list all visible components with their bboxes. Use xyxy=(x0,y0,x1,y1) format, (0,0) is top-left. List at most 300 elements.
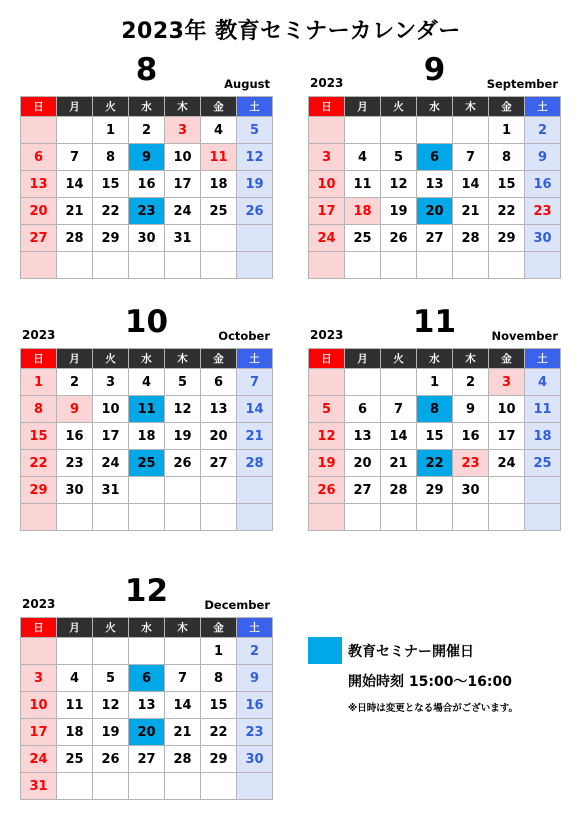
day-cell xyxy=(21,252,57,279)
day-cell: 8 xyxy=(489,144,525,171)
day-cell: 23 xyxy=(57,450,93,477)
day-cell xyxy=(345,252,381,279)
day-cell: 25 xyxy=(345,225,381,252)
day-cell xyxy=(417,117,453,144)
week-row xyxy=(309,198,561,225)
day-cell: 24 xyxy=(93,450,129,477)
day-cell: 26 xyxy=(381,225,417,252)
day-cell: 21 xyxy=(381,450,417,477)
day-cell xyxy=(165,504,201,531)
week-row xyxy=(309,117,561,144)
day-cell xyxy=(489,504,525,531)
calendar-november xyxy=(308,304,561,531)
day-cell: 9 xyxy=(525,144,561,171)
day-cell: 15 xyxy=(201,692,237,719)
day-cell: 22 xyxy=(489,198,525,225)
week-row xyxy=(21,396,273,423)
weekday-header: 日 xyxy=(21,349,57,369)
day-cell: 17 xyxy=(165,171,201,198)
day-cell: 28 xyxy=(453,225,489,252)
day-cell xyxy=(201,252,237,279)
week-row xyxy=(309,450,561,477)
day-cell: 29 xyxy=(417,477,453,504)
weekday-header: 金 xyxy=(201,618,237,638)
day-cell: 12 xyxy=(93,692,129,719)
day-cell: 3 xyxy=(93,369,129,396)
day-cell: 24 xyxy=(489,450,525,477)
calendar-header xyxy=(20,52,273,96)
calendar-year: 2023 xyxy=(22,328,56,342)
day-cell: 7 xyxy=(453,144,489,171)
day-cell xyxy=(129,638,165,665)
day-cell xyxy=(381,117,417,144)
day-cell xyxy=(237,225,273,252)
weekday-header: 月 xyxy=(57,349,93,369)
day-cell: 27 xyxy=(21,225,57,252)
day-cell: 25 xyxy=(525,450,561,477)
day-cell xyxy=(525,504,561,531)
day-cell: 16 xyxy=(525,171,561,198)
weekday-header: 火 xyxy=(93,97,129,117)
week-row xyxy=(21,171,273,198)
day-cell: 30 xyxy=(453,477,489,504)
day-cell: 7 xyxy=(381,396,417,423)
day-cell: 28 xyxy=(237,450,273,477)
day-cell: 31 xyxy=(21,773,57,800)
day-cell: 8 xyxy=(21,396,57,423)
week-row xyxy=(21,369,273,396)
day-cell xyxy=(165,477,201,504)
day-cell: 2 xyxy=(453,369,489,396)
week-row xyxy=(309,144,561,171)
day-cell: 7 xyxy=(57,144,93,171)
page-title: 2023年 教育セミナーカレンダー xyxy=(121,19,461,44)
weekday-header: 水 xyxy=(129,97,165,117)
calendar-month-number: 9 xyxy=(423,52,446,88)
day-cell: 17 xyxy=(309,198,345,225)
day-cell xyxy=(57,117,93,144)
day-cell: 29 xyxy=(93,225,129,252)
calendar-october xyxy=(20,304,273,531)
day-cell: 15 xyxy=(21,423,57,450)
weekday-header: 土 xyxy=(525,349,561,369)
day-cell xyxy=(129,477,165,504)
day-cell xyxy=(417,252,453,279)
day-cell: 13 xyxy=(201,396,237,423)
day-cell: 27 xyxy=(417,225,453,252)
day-cell: 7 xyxy=(237,369,273,396)
day-cell: 2 xyxy=(57,369,93,396)
day-cell: 15 xyxy=(489,171,525,198)
day-cell: 4 xyxy=(201,117,237,144)
weekday-header: 木 xyxy=(453,349,489,369)
day-cell: 1 xyxy=(489,117,525,144)
day-cell: 28 xyxy=(165,746,201,773)
day-cell: 18 xyxy=(201,171,237,198)
weekday-header: 水 xyxy=(417,97,453,117)
calendar-grid xyxy=(308,348,561,531)
day-cell: 23 xyxy=(237,719,273,746)
week-row xyxy=(309,225,561,252)
day-cell: 28 xyxy=(57,225,93,252)
seminar-color-swatch xyxy=(308,637,342,664)
day-cell: 15 xyxy=(93,171,129,198)
day-cell: 28 xyxy=(381,477,417,504)
day-cell xyxy=(129,773,165,800)
day-cell: 10 xyxy=(93,396,129,423)
day-cell: 5 xyxy=(237,117,273,144)
day-cell: 31 xyxy=(165,225,201,252)
day-cell: 4 xyxy=(57,665,93,692)
day-cell xyxy=(21,117,57,144)
day-cell xyxy=(165,773,201,800)
week-row xyxy=(309,477,561,504)
day-cell xyxy=(93,638,129,665)
weekday-header: 金 xyxy=(201,97,237,117)
weekday-header: 月 xyxy=(345,97,381,117)
calendar-month-name: November xyxy=(491,329,558,343)
day-cell: 12 xyxy=(237,144,273,171)
calendar-month-name: December xyxy=(204,598,270,612)
day-cell xyxy=(381,252,417,279)
weekday-header: 水 xyxy=(417,349,453,369)
week-row xyxy=(21,225,273,252)
day-cell: 21 xyxy=(57,198,93,225)
weekday-header: 土 xyxy=(237,618,273,638)
calendar-header xyxy=(20,304,273,348)
weekday-header: 土 xyxy=(525,97,561,117)
day-cell: 19 xyxy=(165,423,201,450)
day-cell: 1 xyxy=(93,117,129,144)
weekday-header: 火 xyxy=(381,97,417,117)
day-cell: 20 xyxy=(201,423,237,450)
week-row xyxy=(309,396,561,423)
day-cell: 22 xyxy=(93,198,129,225)
day-cell xyxy=(525,252,561,279)
week-row xyxy=(21,144,273,171)
weekday-header-row xyxy=(21,618,273,638)
day-cell: 11 xyxy=(201,144,237,171)
calendar-header xyxy=(20,573,273,617)
week-row xyxy=(21,450,273,477)
day-cell: 22 xyxy=(21,450,57,477)
weekday-header-row xyxy=(21,349,273,369)
day-cell xyxy=(57,504,93,531)
weekday-header: 火 xyxy=(381,349,417,369)
weekday-header: 木 xyxy=(165,349,201,369)
day-cell: 19 xyxy=(309,450,345,477)
day-cell xyxy=(345,117,381,144)
day-cell: 12 xyxy=(165,396,201,423)
week-row xyxy=(21,746,273,773)
day-cell xyxy=(525,477,561,504)
day-cell: 1 xyxy=(201,638,237,665)
week-row xyxy=(21,423,273,450)
day-cell: 12 xyxy=(309,423,345,450)
day-cell: 26 xyxy=(237,198,273,225)
weekday-header: 月 xyxy=(57,618,93,638)
day-cell: 5 xyxy=(381,144,417,171)
day-cell xyxy=(201,477,237,504)
day-cell: 20 xyxy=(129,719,165,746)
week-row xyxy=(309,252,561,279)
week-row xyxy=(21,198,273,225)
week-row xyxy=(309,423,561,450)
day-cell: 25 xyxy=(129,450,165,477)
day-cell: 23 xyxy=(525,198,561,225)
calendar-month-number: 11 xyxy=(412,304,457,340)
calendar-year: 2023 xyxy=(22,597,56,611)
day-cell: 3 xyxy=(21,665,57,692)
day-cell: 20 xyxy=(345,450,381,477)
weekday-header: 木 xyxy=(165,618,201,638)
week-row xyxy=(21,504,273,531)
calendar-month-name: August xyxy=(224,77,270,91)
day-cell: 18 xyxy=(525,423,561,450)
day-cell: 5 xyxy=(93,665,129,692)
day-cell: 18 xyxy=(129,423,165,450)
day-cell: 24 xyxy=(309,225,345,252)
day-cell xyxy=(237,773,273,800)
weekday-header: 日 xyxy=(309,349,345,369)
day-cell: 29 xyxy=(21,477,57,504)
calendar-august xyxy=(20,52,273,279)
day-cell: 10 xyxy=(489,396,525,423)
day-cell: 30 xyxy=(129,225,165,252)
day-cell xyxy=(201,225,237,252)
day-cell: 5 xyxy=(165,369,201,396)
day-cell xyxy=(93,773,129,800)
day-cell: 27 xyxy=(345,477,381,504)
day-cell: 4 xyxy=(525,369,561,396)
weekday-header: 土 xyxy=(237,97,273,117)
weekday-header: 木 xyxy=(165,97,201,117)
calendar-grid xyxy=(20,348,273,531)
day-cell: 5 xyxy=(309,396,345,423)
day-cell xyxy=(57,773,93,800)
day-cell xyxy=(453,504,489,531)
legend-note: ※日時は変更となる場合がございます。 xyxy=(348,703,518,714)
day-cell xyxy=(21,638,57,665)
day-cell: 3 xyxy=(309,144,345,171)
weekday-header-row xyxy=(309,349,561,369)
day-cell: 27 xyxy=(201,450,237,477)
day-cell xyxy=(345,369,381,396)
day-cell: 27 xyxy=(129,746,165,773)
day-cell xyxy=(237,504,273,531)
day-cell: 2 xyxy=(525,117,561,144)
day-cell: 16 xyxy=(57,423,93,450)
day-cell xyxy=(165,252,201,279)
calendar-december xyxy=(20,573,273,800)
weekday-header: 土 xyxy=(237,349,273,369)
day-cell: 11 xyxy=(525,396,561,423)
week-row xyxy=(309,369,561,396)
weekday-header: 金 xyxy=(489,97,525,117)
day-cell xyxy=(309,369,345,396)
calendar-grid xyxy=(20,617,273,800)
day-cell: 11 xyxy=(57,692,93,719)
day-cell: 16 xyxy=(453,423,489,450)
week-row xyxy=(21,117,273,144)
day-cell: 30 xyxy=(57,477,93,504)
day-cell: 14 xyxy=(453,171,489,198)
day-cell: 18 xyxy=(57,719,93,746)
day-cell: 26 xyxy=(165,450,201,477)
day-cell: 15 xyxy=(417,423,453,450)
day-cell: 13 xyxy=(417,171,453,198)
day-cell: 17 xyxy=(21,719,57,746)
week-row xyxy=(21,477,273,504)
day-cell xyxy=(381,369,417,396)
calendar-month-number: 10 xyxy=(124,304,169,340)
week-row xyxy=(309,171,561,198)
day-cell: 14 xyxy=(57,171,93,198)
day-cell: 19 xyxy=(237,171,273,198)
day-cell xyxy=(57,252,93,279)
day-cell: 25 xyxy=(57,746,93,773)
week-row xyxy=(21,719,273,746)
day-cell: 26 xyxy=(309,477,345,504)
day-cell: 6 xyxy=(417,144,453,171)
day-cell: 8 xyxy=(201,665,237,692)
weekday-header: 木 xyxy=(453,97,489,117)
day-cell: 7 xyxy=(165,665,201,692)
day-cell xyxy=(453,117,489,144)
day-cell: 30 xyxy=(237,746,273,773)
day-cell: 17 xyxy=(93,423,129,450)
day-cell: 21 xyxy=(237,423,273,450)
day-cell: 19 xyxy=(381,198,417,225)
calendar-month-number: 12 xyxy=(124,573,169,609)
day-cell: 1 xyxy=(21,369,57,396)
day-cell: 26 xyxy=(93,746,129,773)
day-cell: 9 xyxy=(57,396,93,423)
weekday-header: 日 xyxy=(21,618,57,638)
day-cell: 6 xyxy=(345,396,381,423)
calendar-month-name: September xyxy=(486,77,558,91)
day-cell: 18 xyxy=(345,198,381,225)
day-cell xyxy=(489,477,525,504)
day-cell: 31 xyxy=(93,477,129,504)
day-cell: 3 xyxy=(489,369,525,396)
day-cell xyxy=(201,773,237,800)
week-row xyxy=(21,773,273,800)
day-cell xyxy=(57,638,93,665)
day-cell: 21 xyxy=(453,198,489,225)
day-cell: 12 xyxy=(381,171,417,198)
calendar-grid xyxy=(308,96,561,279)
day-cell: 11 xyxy=(345,171,381,198)
day-cell: 6 xyxy=(21,144,57,171)
day-cell: 8 xyxy=(93,144,129,171)
weekday-header: 水 xyxy=(129,349,165,369)
day-cell xyxy=(237,252,273,279)
weekday-header: 月 xyxy=(345,349,381,369)
legend-seminar-label: 教育セミナー開催日 xyxy=(348,644,474,660)
day-cell xyxy=(237,477,273,504)
calendar-header xyxy=(308,304,561,348)
day-cell: 10 xyxy=(309,171,345,198)
day-cell xyxy=(417,504,453,531)
day-cell xyxy=(309,504,345,531)
weekday-header-row xyxy=(21,97,273,117)
day-cell: 21 xyxy=(165,719,201,746)
week-row xyxy=(309,504,561,531)
legend-start-time: 開始時刻 15:00～16:00 xyxy=(348,674,513,690)
day-cell: 1 xyxy=(417,369,453,396)
day-cell: 10 xyxy=(165,144,201,171)
calendar-year: 2023 xyxy=(310,76,344,90)
calendar-grid xyxy=(20,96,273,279)
day-cell: 14 xyxy=(237,396,273,423)
day-cell: 22 xyxy=(201,719,237,746)
weekday-header: 水 xyxy=(129,618,165,638)
weekday-header: 金 xyxy=(201,349,237,369)
day-cell: 2 xyxy=(129,117,165,144)
day-cell: 9 xyxy=(237,665,273,692)
week-row xyxy=(21,638,273,665)
day-cell xyxy=(21,504,57,531)
day-cell: 19 xyxy=(93,719,129,746)
week-row xyxy=(21,665,273,692)
day-cell: 6 xyxy=(129,665,165,692)
day-cell: 29 xyxy=(489,225,525,252)
day-cell: 25 xyxy=(201,198,237,225)
day-cell xyxy=(93,504,129,531)
calendar-september xyxy=(308,52,561,279)
day-cell: 20 xyxy=(417,198,453,225)
weekday-header: 月 xyxy=(57,97,93,117)
day-cell: 6 xyxy=(201,369,237,396)
day-cell: 30 xyxy=(525,225,561,252)
day-cell: 14 xyxy=(165,692,201,719)
weekday-header: 日 xyxy=(309,97,345,117)
day-cell: 10 xyxy=(21,692,57,719)
day-cell xyxy=(93,252,129,279)
day-cell xyxy=(489,252,525,279)
day-cell: 4 xyxy=(129,369,165,396)
day-cell xyxy=(309,117,345,144)
day-cell: 4 xyxy=(345,144,381,171)
day-cell: 29 xyxy=(201,746,237,773)
day-cell: 20 xyxy=(21,198,57,225)
weekday-header-row xyxy=(309,97,561,117)
weekday-header: 金 xyxy=(489,349,525,369)
day-cell xyxy=(345,504,381,531)
day-cell xyxy=(381,504,417,531)
week-row xyxy=(21,252,273,279)
calendar-header xyxy=(308,52,561,96)
day-cell xyxy=(165,638,201,665)
day-cell xyxy=(201,504,237,531)
day-cell: 16 xyxy=(129,171,165,198)
calendar-month-number: 8 xyxy=(135,52,158,88)
day-cell xyxy=(129,252,165,279)
weekday-header: 日 xyxy=(21,97,57,117)
day-cell: 8 xyxy=(417,396,453,423)
calendar-month-name: October xyxy=(218,329,270,343)
day-cell: 2 xyxy=(237,638,273,665)
day-cell: 11 xyxy=(129,396,165,423)
day-cell: 13 xyxy=(129,692,165,719)
day-cell: 13 xyxy=(345,423,381,450)
week-row xyxy=(21,692,273,719)
day-cell: 22 xyxy=(417,450,453,477)
calendar-year: 2023 xyxy=(310,328,344,342)
day-cell: 13 xyxy=(21,171,57,198)
weekday-header: 火 xyxy=(93,349,129,369)
